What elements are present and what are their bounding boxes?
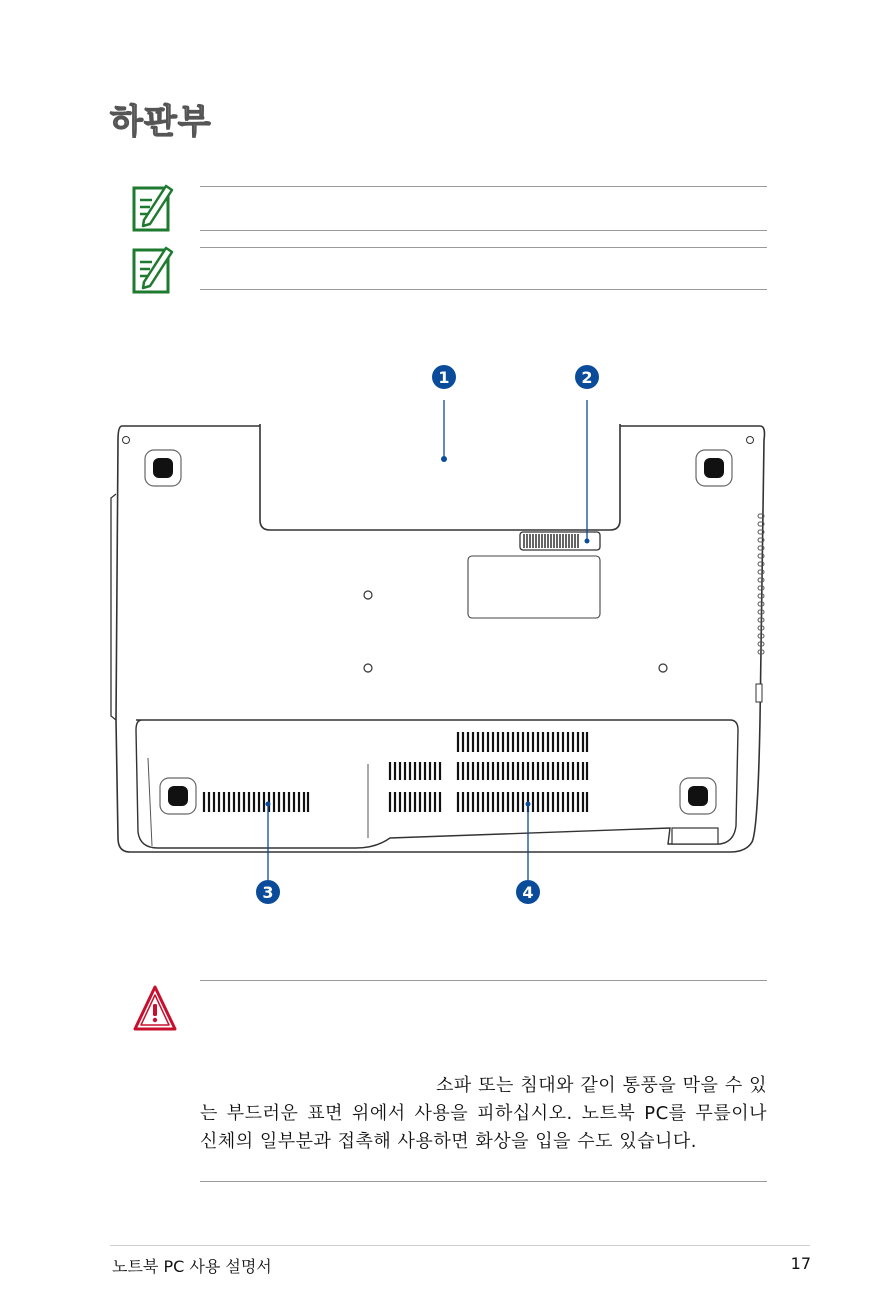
vent-grille: [458, 732, 587, 812]
note-bottom-rule: [200, 289, 767, 290]
callout-4: 4: [516, 880, 540, 904]
rubber-foot: [160, 778, 196, 814]
rubber-foot: [696, 450, 732, 486]
note-pencil-icon: [130, 180, 174, 234]
warning-text: 소파 또는 침대와 같이 통풍을 막을 수 있는 부드러운 표면 위에서 사용을 피하십시오. 노트북 PC를 무릎이나 신체의 일부분과 접촉해 사용하면 화상을 입을 수도 있습니다.: [200, 1075, 767, 1152]
callout-1: 1: [432, 365, 456, 389]
laptop-bottom-diagram: [100, 360, 780, 910]
note-bottom-rule: [200, 230, 767, 231]
note-top-rule: [200, 247, 767, 248]
callout-2: 2: [575, 365, 599, 389]
callout-3: 3: [256, 880, 280, 904]
warning-top-rule: [200, 980, 767, 981]
page-number: 17: [790, 1254, 811, 1273]
note-pencil-icon: [130, 242, 174, 296]
rubber-foot: [145, 450, 181, 486]
note-top-rule: [200, 186, 767, 187]
section-title: 하판부: [110, 102, 212, 142]
battery-pack: [260, 424, 620, 530]
rubber-foot: [680, 778, 716, 814]
warning-triangle-icon: [132, 984, 178, 1034]
footer-rule: [110, 1245, 810, 1246]
warning-bottom-rule: [200, 1181, 767, 1182]
manual-title: 노트북 PC 사용 설명서: [112, 1257, 272, 1276]
